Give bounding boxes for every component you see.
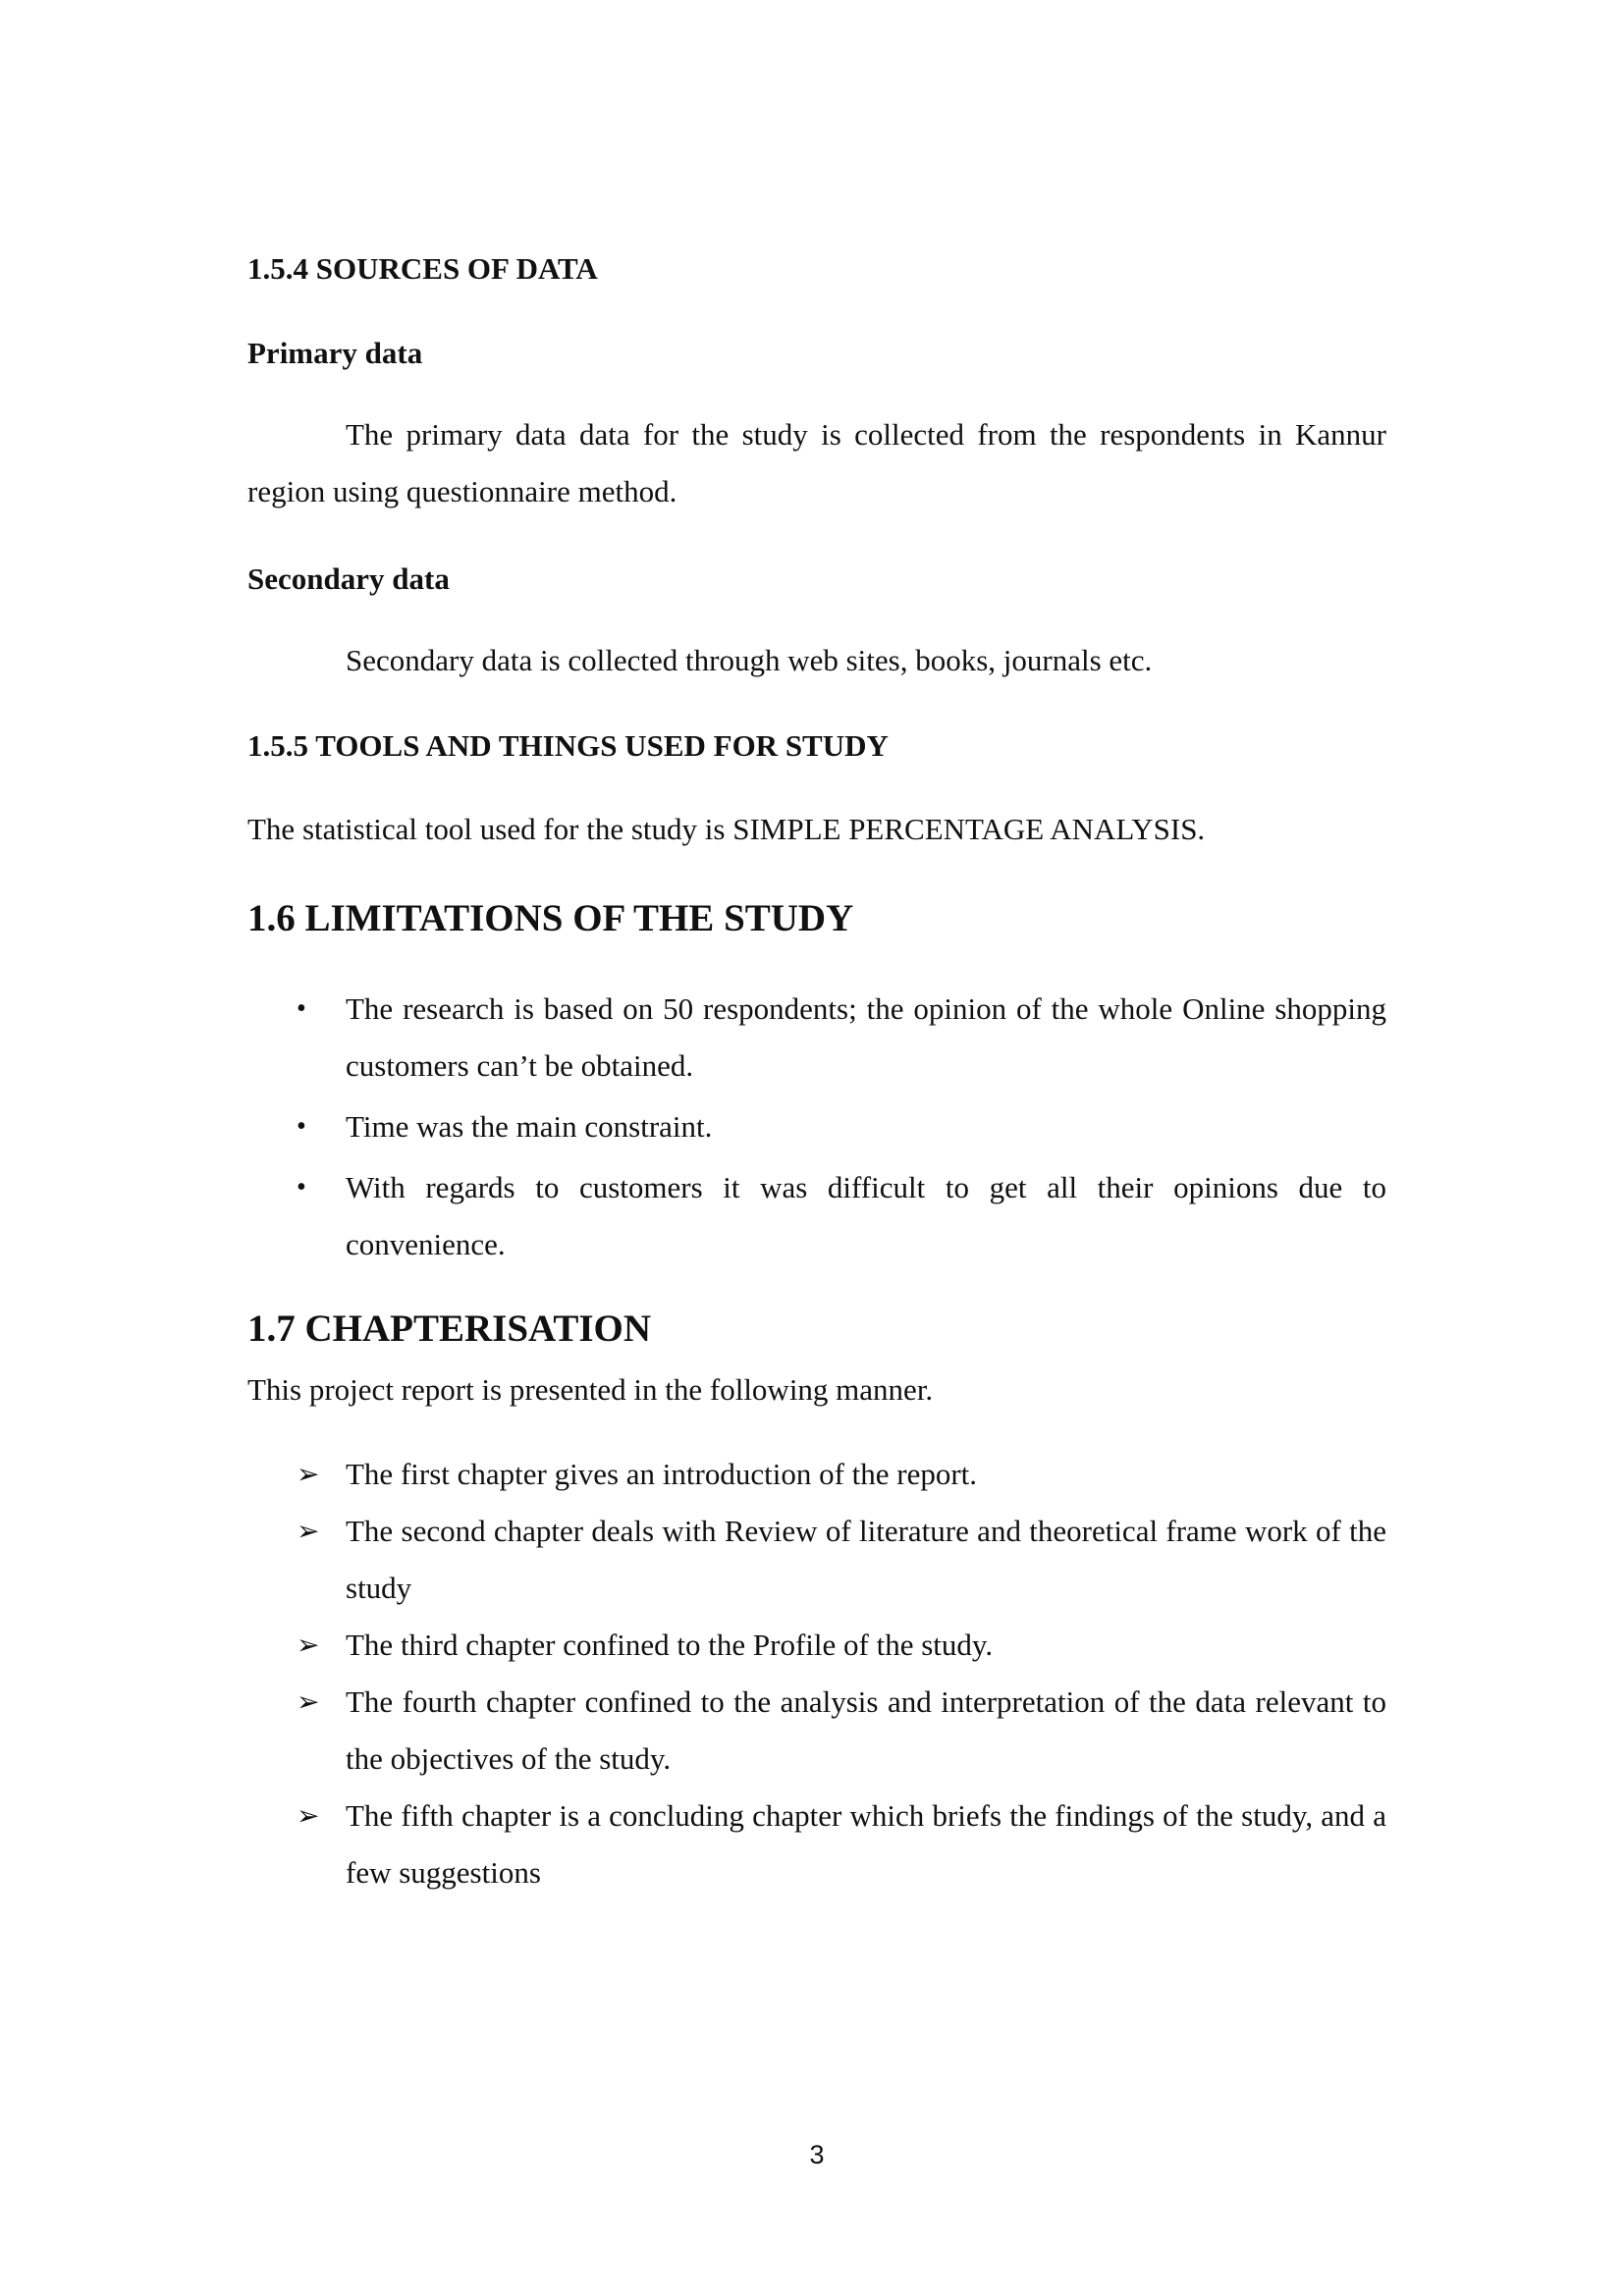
bullet-icon: • [297,1172,306,1202]
chapter-text: The fifth chapter is a concluding chapter which briefs the findings of the study, and a few suggestions [346,1798,1386,1890]
chapterisation-heading: 1.7 CHAPTERISATION [247,1308,652,1350]
list-item [247,981,1386,1095]
list-item [247,1098,1386,1155]
sources-of-data-heading: 1.5.4 SOURCES OF DATA [247,251,598,286]
limitation-text: The research is based on 50 respondents; the opinion of the whole Online shopping customers can’t be obtained. [346,991,1386,1083]
limitation-text: Time was the main constraint. [346,1109,713,1144]
list-item [247,1159,1386,1273]
chapter-text: The first chapter gives an introduction of the report. [346,1457,978,1491]
chapter-text: The fourth chapter confined to the analysis and interpretation of the data relevant to the objectives of the study. [346,1684,1386,1776]
arrow-bullet-icon: ➢ [297,1685,320,1718]
arrow-bullet-icon: ➢ [297,1799,320,1832]
chapterisation-intro: This project report is presented in the following manner. [247,1372,934,1407]
arrow-bullet-icon: ➢ [297,1629,320,1661]
chapter-text: The third chapter confined to the Profile of the study. [346,1628,994,1662]
document-page [247,0,1386,2296]
tools-heading: 1.5.5 TOOLS AND THINGS USED FOR STUDY [247,728,889,763]
primary-data-heading: Primary data [247,336,423,370]
chapterisation-list [247,1446,1386,1901]
list-item [247,1674,1386,1788]
page-number: 3 [809,2140,825,2169]
secondary-data-heading: Secondary data [247,561,450,596]
arrow-bullet-icon: ➢ [297,1458,320,1490]
primary-data-paragraph: The primary data data for the study is collected from the respondents in Kannur region using questionnaire method. [247,417,1386,508]
list-item [247,1446,1386,1503]
limitations-heading: 1.6 LIMITATIONS OF THE STUDY [247,897,854,939]
list-item [247,1503,1386,1617]
arrow-bullet-icon: ➢ [297,1515,320,1547]
secondary-data-paragraph: Secondary data is collected through web sites, books, journals etc. [346,643,1153,677]
list-item [247,1788,1386,1901]
list-item [247,1617,1386,1674]
bullet-icon: • [297,1111,306,1142]
tools-paragraph: The statistical tool used for the study is SIMPLE PERCENTAGE ANALYSIS. [247,812,1206,846]
bullet-icon: • [297,993,306,1024]
chapter-text: The second chapter deals with Review of literature and theoretical frame work of the study [346,1514,1386,1605]
limitations-list [247,981,1386,1273]
limitation-text: With regards to customers it was difficult to get all their opinions due to convenience. [346,1170,1386,1261]
